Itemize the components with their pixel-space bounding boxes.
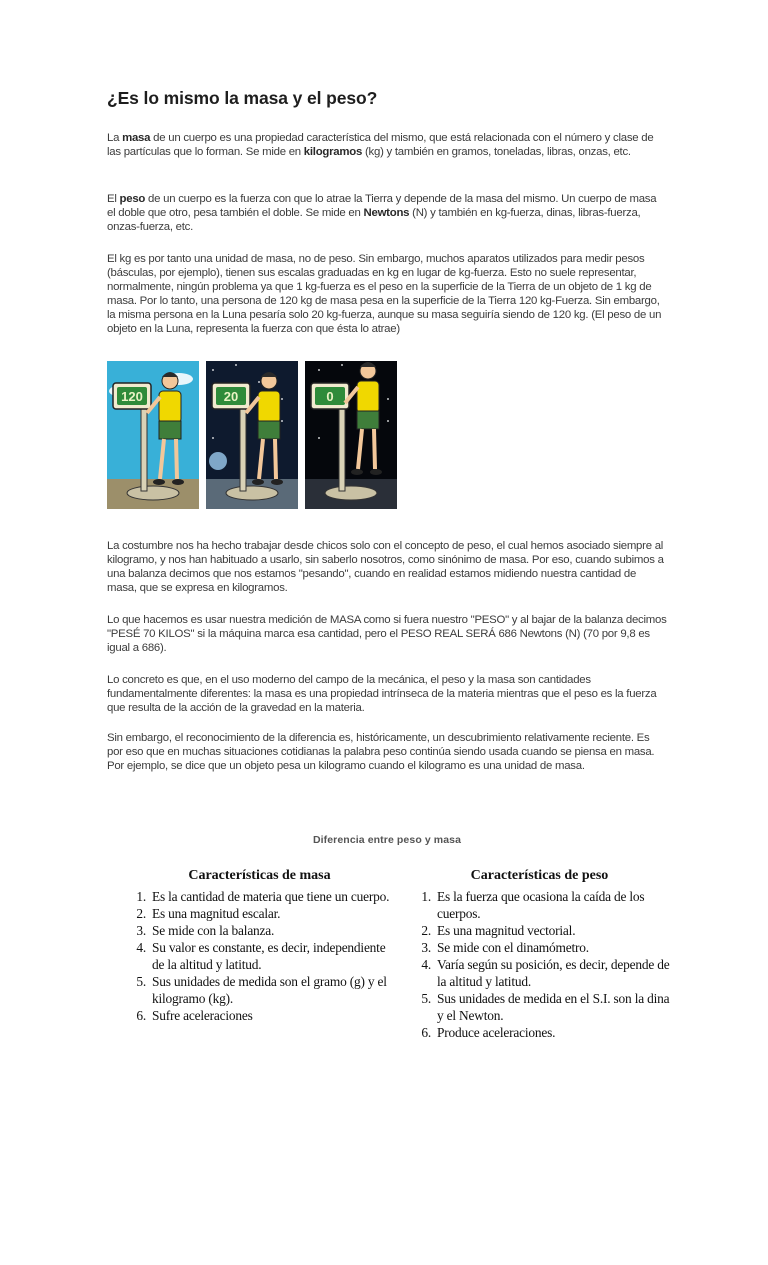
person-shoe [351,469,363,475]
list-item [122,1007,397,1024]
person-leg [374,429,375,469]
scale-panel-1 [107,361,199,509]
bold-term-kilogramos: kilogramos [303,146,363,158]
scale-reading: 20 [223,389,239,404]
paragraph-concreto: Lo concreto es que, en el uso moderno del campo de la mecánica, el peso y la masa son cantidades fundamentalmente diferentes: la masa es una propiedad intrínseca de la materia mientras que el peso es la fuerza que resulta de la acción de la gravedad en la materia. [107,674,657,714]
star [212,437,214,439]
item-text: Produce aceleraciones. [437,1025,556,1040]
mass-heading: Características de masa [188,868,331,883]
item-text: Es la cantidad de materia que tiene un cuerpo. [152,889,390,904]
item-text: Sufre aceleraciones [152,1008,253,1023]
list-item [122,939,397,973]
scale-base [226,486,278,500]
mass-list [122,888,397,1024]
star [341,364,343,366]
star [318,369,320,371]
person-shorts [258,421,280,439]
list-item [122,922,397,939]
star [281,420,283,422]
paragraph-costumbre: La costumbre nos ha hecho trabajar desde chicos solo con el concepto de peso, el cual hemos asociado siempre al kilogramo, y nos han habituado a usarlo, sin saberlo nosotros, como sinónimo de masa. Por eso, cuando subimos a una balanza decimos que nos estamos "pesando", cuando en realidad estamos midiendo nuestra cantidad de masa, que se expresa en kilogramos. [107,540,664,594]
scale-post [339,409,345,491]
person-shoe [252,479,264,485]
person-shirt [357,381,379,413]
scale-post [240,409,246,491]
star [212,369,214,371]
text-span: El [107,193,120,205]
person-shoe [370,469,382,475]
person-leg [275,439,276,479]
item-text: Es una magnitud escalar. [152,906,281,921]
person-shoe [172,479,184,485]
star [387,398,389,400]
weight-heading: Características de peso [470,868,609,883]
item-text: Varía según su posición, es decir, depende de la altitud y latitud. [437,957,670,989]
list-item [122,905,397,922]
item-number: 2. [136,906,146,921]
bold-term-masa: masa [122,132,151,144]
item-number: 6. [421,1025,431,1040]
document-page [107,88,670,1040]
scale-panel-2 [206,361,298,509]
item-number: 5. [421,991,431,1006]
list-item [407,990,672,1024]
item-text: Se mide con el dinamómetro. [437,940,589,955]
item-text: Sus unidades de medida son el gramo (g) y el kilogramo (kg). [152,974,387,1006]
weight-list [407,888,672,1041]
scale-base [325,486,377,500]
item-number: 3. [421,940,431,955]
text-span: de un cuerpo es la fuerza con que lo atrae la Tierra y depende de la masa del mismo. Un cuerpo de masa el doble que otro, pesa también el doble. Se mide en [107,193,657,219]
page-title: ¿Es lo mismo la masa y el peso? [107,88,378,108]
comparison-subtitle: Diferencia entre peso y masa [312,834,462,846]
text-span: (N) y también en kg-fuerza, dinas, libras-fuerza, onzas-fuerza, etc. [107,207,641,233]
person-shirt [258,391,280,423]
list-item [407,1024,672,1041]
person-shoe [153,479,165,485]
item-text: Se mide con la balanza. [152,923,275,938]
text-span: (kg) y también en gramos, toneladas, libras, onzas, etc. [362,146,631,158]
person-leg [176,439,177,479]
item-number: 2. [421,923,431,938]
item-number: 6. [136,1008,146,1023]
item-text: Sus unidades de medida en el S.I. son la dina y el Newton. [437,991,670,1023]
person-shorts [357,411,379,429]
paragraph-reconocimiento: Sin embargo, el reconocimiento de la diferencia es, históricamente, un descubrimiento relativamente reciente. Es por eso que en muchas situaciones cotidianas la palabra peso continúa siendo usada cuando se piensa en masa. Por ejemplo, se dice que un objeto pesa un kilogramo cuando el kilogramo es una unidad de masa. [107,732,655,772]
item-number: 5. [136,974,146,989]
item-number: 3. [136,923,146,938]
mass-characteristics [122,868,397,1024]
earth-planet [209,452,227,470]
star [318,437,320,439]
item-text: Su valor es constante, es decir, independiente de la altitud y latitud. [152,940,386,972]
paragraph-peso [107,192,667,234]
person-shorts [159,421,181,439]
scale-reading: 120 [121,389,143,404]
star [235,364,237,366]
person-shoe [271,479,283,485]
item-text: Es la fuerza que ocasiona la caída de los cuerpos. [437,889,645,921]
item-number: 1. [136,889,146,904]
text-span: La [107,132,123,144]
paragraph-kg-unidad: El kg es por tanto una unidad de masa, no de peso. Sin embargo, muchos aparatos utilizados para medir pesos (básculas, por ejemplo), tienen sus escalas graduadas en kg en lugar de kg-fuerza. Esto no suele representar, normalmente, ningún problema ya que 1 kg-fuerza es el peso en la superficie de la Tierra de un objeto de 1 kg de masa. Por lo tanto, una persona de 120 kg de masa pesa en la superficie de la Tierra 120 kg-Fuerza. Sin embargo, la misma persona en la Luna pesaría solo 20 kg-fuerza, aunque su masa seguiría siendo de 120 kg. (El peso de un objeto en la Luna, representa la fuerza con que ésta lo atrae) [107,253,662,335]
paragraph-medicion: Lo que hacemos es usar nuestra medición de MASA como si fuera nuestro "PESO" y al bajar de la balanza decimos "PESÉ 70 KILOS" si la máquina marca esa cantidad, pero el PESO REAL SERÁ 686 Newtons (N) (70 por 9,8 es igual a 686). [107,614,667,654]
item-number: 4. [421,957,431,972]
scale-base [127,486,179,500]
scale-panel-3 [305,361,397,509]
bold-term-newtons: Newtons [363,207,410,219]
star [387,420,389,422]
text-span: de un cuerpo es una propiedad característica del mismo, que está relacionada con el número y clase de las partículas que lo forman. Se mide en [107,132,654,158]
bold-term-peso: peso [119,193,146,205]
scales-illustration [107,361,397,509]
scale-reading: 0 [326,389,334,404]
list-item [407,956,672,990]
list-item [122,888,397,905]
paragraph-masa [107,131,667,159]
item-number: 1. [421,889,431,904]
star [281,398,283,400]
scale-post [141,409,147,491]
list-item [407,888,672,922]
item-number: 4. [136,940,146,955]
weight-characteristics [407,868,672,1041]
item-text: Es una magnitud vectorial. [437,923,576,938]
list-item [407,922,672,939]
list-item [122,973,397,1007]
person-shirt [159,391,181,423]
star [258,381,260,383]
list-item [407,939,672,956]
